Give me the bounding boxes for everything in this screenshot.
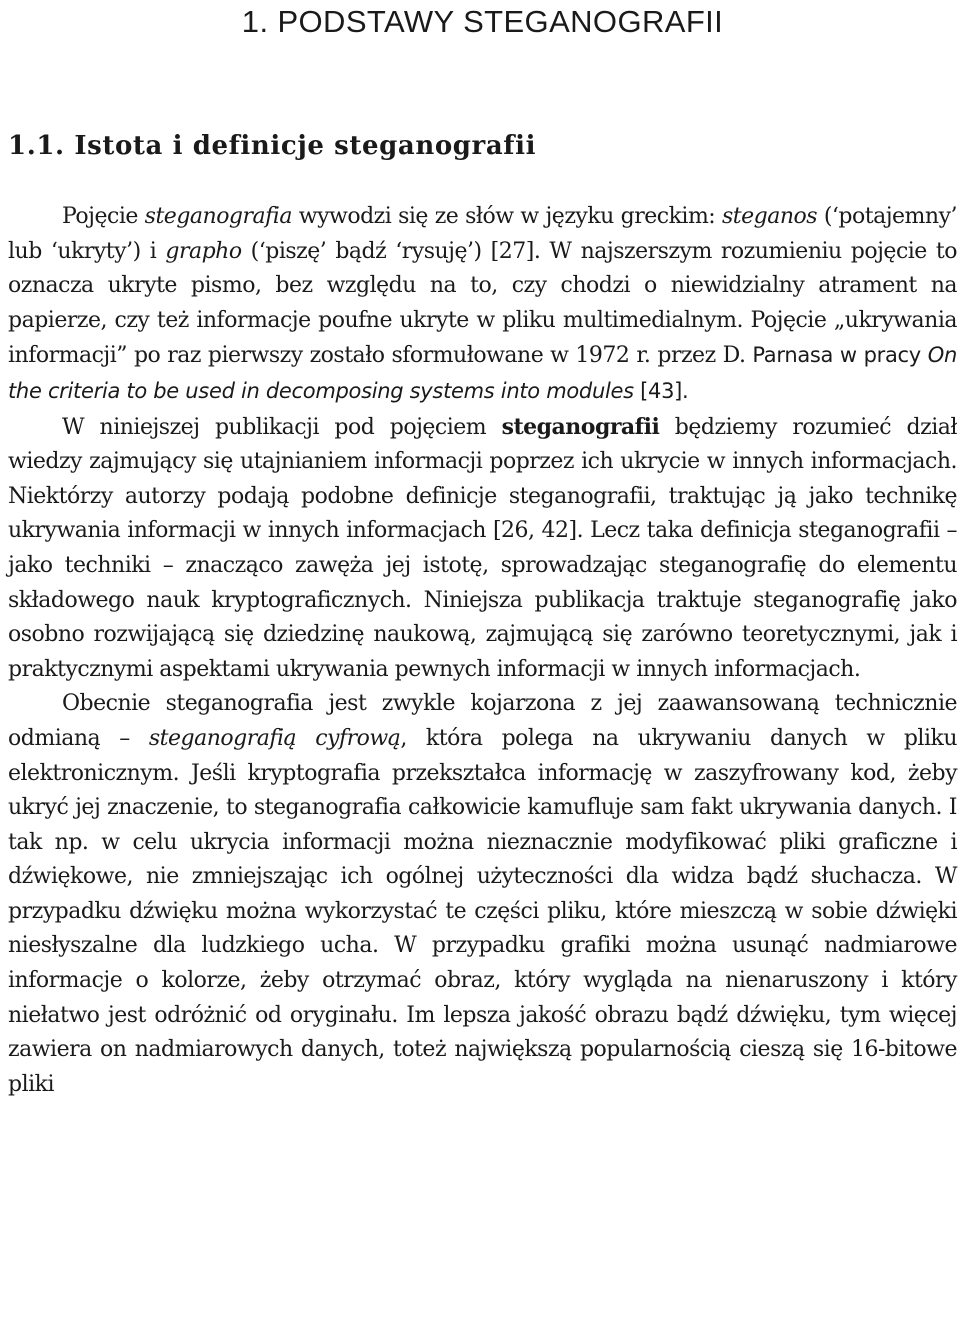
term-steganografia: steganografia — [144, 204, 292, 229]
text-run: W niniejszej publikacji pod pojęciem — [62, 414, 502, 440]
term-grapho: grapho — [165, 238, 242, 264]
term-steganos: steganos — [722, 204, 818, 229]
text-run: będziemy rozumieć dział wiedzy zajmujący się utajnianiem informacji poprzez ich ukrycie w innych informacjach. Niektórzy autorzy podają podobne definicje steganografii, traktując ją jako technikę ukrywania informacji w innych informacjach [26, 42]. Lecz taka definicja steganografii – jako techniki – znacząco zawęża jej istotę, sprowadzając steganografię do elementu składowego nauk kryptograficznych. Niniejsza publikacja traktuje steganografię jako osobno rozwijającą się dziedzinę naukową, zajmującą się zarówno teoretycznymi, jak i praktycznymi aspektami ukrywania pewnych informacji w innych informacjach. — [8, 414, 957, 682]
text-run: Pojęcie — [62, 204, 145, 229]
text-run: , która polega na ukrywaniu danych w pliku elektronicznym. Jeśli kryptografia przekształca informację w zaszyfrowany kod, żeby ukryć jej znaczenie, to steganografia całkowicie kamufluje sam fakt ukrywania danych. I tak np. w celu ukrycia informacji można nieznacznie modyfikować pliki graficzne i dźwiękowe, nie zmniejszając ich ogólnej użyteczności dla widza bądź słuchacza. W przypadku dźwięku można wykorzystać te części pliku, które mieszczą w sobie dźwięki niesłyszalne dla ludzkiego ucha. W przypadku grafiki można usunąć nadmiarowe informacje o kolorze, żeby otrzymać obraz, który wygląda na nienaruszony i który niełatwo jest odróżnić od oryginału. Im lepsza jakość obrazu bądź dźwięku, tym więcej zawiera on nadmiarowych danych, toteż największą popularnością cieszą się 16-bitowe pliki — [8, 725, 957, 1097]
paragraph-digital-steganography — [8, 687, 957, 1102]
body-text — [8, 200, 957, 1102]
chapter-title: 1. PODSTAWY STEGANOGRAFII — [241, 4, 724, 39]
text-run: wywodzi się ze słów w języku greckim: — [291, 204, 722, 229]
paragraph-etymology — [8, 200, 957, 410]
term-steganografii: steganografii — [501, 413, 660, 440]
term-steganografia-cyfrowa: steganografią cyfrową — [148, 725, 401, 751]
text-run: (‘potajemny’ lub ‘ukryty’) i — [8, 204, 958, 264]
text-run-sans: Parnasa w pracy — [752, 343, 928, 368]
text-run: Obecnie steganografia jest zwykle kojarzona z jej zaawansowaną technicznie odmianą – — [8, 691, 957, 751]
text-run: (‘piszę’ bądź ‘rysuję’) [27]. W najszerszym rozumieniu pojęcie to oznacza ukryte pismo, bez względu na to, czy chodzi o niewidzialny atrament na papierze, czy też informacje poufne ukryte w pliku multimedialnym. Pojęcie „ukrywania informacji” po raz pierwszy zostało sformułowane w 1972 r. przez D. — [8, 238, 957, 369]
paragraph-definition — [8, 410, 957, 688]
citation-43: [43]. — [633, 378, 689, 403]
section-title: 1.1. Istota i definicje steganografii — [8, 131, 537, 161]
cited-work-title: On the criteria to be used in decomposing systems into modules — [8, 343, 957, 403]
